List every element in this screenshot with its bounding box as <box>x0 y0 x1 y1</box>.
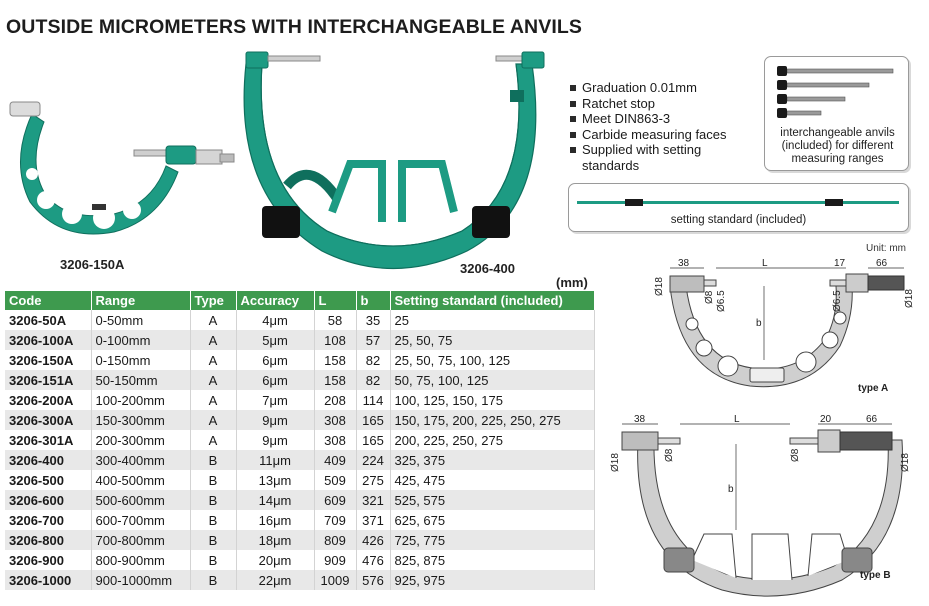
cell-accuracy: 6μm <box>236 350 314 370</box>
cell-l: 409 <box>314 450 356 470</box>
cell-b: 476 <box>356 550 390 570</box>
cell-code: 3206-700 <box>5 510 91 530</box>
dim-b-d-spindle: Ø8 <box>664 448 675 462</box>
cell-code: 3206-100A <box>5 330 91 350</box>
dim-a-d-right: Ø18 <box>904 289 915 308</box>
cell-type: B <box>190 510 236 530</box>
table-row <box>5 450 594 470</box>
cell-range: 50-150mm <box>91 370 190 390</box>
cell-setting-standard: 825, 875 <box>390 550 594 570</box>
cell-range: 150-300mm <box>91 410 190 430</box>
cell-range: 0-50mm <box>91 310 190 330</box>
cell-code: 3206-800 <box>5 530 91 550</box>
cell-range: 500-600mm <box>91 490 190 510</box>
cell-code: 3206-151A <box>5 370 91 390</box>
table-row <box>5 390 594 410</box>
dim-b-d-right: Ø18 <box>900 453 911 472</box>
anvils-caption: interchangeable anvils (included) for different measuring ranges <box>780 127 895 165</box>
features-list <box>568 80 758 173</box>
cell-type: B <box>190 550 236 570</box>
cell-type: A <box>190 370 236 390</box>
cell-range: 700-800mm <box>91 530 190 550</box>
cell-b: 165 <box>356 410 390 430</box>
cell-accuracy: 4μm <box>236 310 314 330</box>
dim-a-d-spindle2: Ø6.5 <box>716 290 727 312</box>
dim-b-anvil-len: 20 <box>820 414 832 425</box>
cell-setting-standard: 150, 175, 200, 225, 250, 275 <box>390 410 594 430</box>
cell-setting-standard: 100, 125, 150, 175 <box>390 390 594 410</box>
cell-accuracy: 5μm <box>236 330 314 350</box>
cell-type: A <box>190 350 236 370</box>
table-row <box>5 410 594 430</box>
cell-code: 3206-300A <box>5 410 91 430</box>
dim-a-left-len: 38 <box>678 258 690 269</box>
cell-type: B <box>190 470 236 490</box>
cell-accuracy: 9μm <box>236 410 314 430</box>
cell-setting-standard: 50, 75, 100, 125 <box>390 370 594 390</box>
setting-standard-box <box>568 183 909 232</box>
table-row <box>5 430 594 450</box>
dim-a-span: L <box>762 258 768 269</box>
cell-b: 426 <box>356 530 390 550</box>
table-row <box>5 370 594 390</box>
cell-l: 809 <box>314 530 356 550</box>
cell-code: 3206-150A <box>5 350 91 370</box>
dim-a-d-anvil: Ø6.5 <box>832 290 843 312</box>
cell-b: 165 <box>356 430 390 450</box>
table-row <box>5 350 594 370</box>
spec-table <box>5 291 595 590</box>
cell-code: 3206-500 <box>5 470 91 490</box>
dim-a-d-left: Ø18 <box>654 277 665 296</box>
cell-setting-standard: 325, 375 <box>390 450 594 470</box>
cell-setting-standard: 925, 975 <box>390 570 594 590</box>
header-code: Code <box>5 291 91 310</box>
feature-item: Supplied with setting standards <box>568 142 758 173</box>
cell-range: 0-150mm <box>91 350 190 370</box>
cell-code: 3206-600 <box>5 490 91 510</box>
cell-b: 57 <box>356 330 390 350</box>
cell-accuracy: 14μm <box>236 490 314 510</box>
feature-item: Meet DIN863-3 <box>568 111 758 127</box>
cell-l: 308 <box>314 430 356 450</box>
cell-setting-standard: 25 <box>390 310 594 330</box>
cell-l: 709 <box>314 510 356 530</box>
cell-l: 108 <box>314 330 356 350</box>
table-row <box>5 530 594 550</box>
cell-range: 600-700mm <box>91 510 190 530</box>
cell-setting-standard: 425, 475 <box>390 470 594 490</box>
feature-item: Ratchet stop <box>568 96 758 112</box>
cell-code: 3206-200A <box>5 390 91 410</box>
table-row <box>5 550 594 570</box>
cell-b: 224 <box>356 450 390 470</box>
type-a-label: type A <box>858 383 889 394</box>
cell-accuracy: 18μm <box>236 530 314 550</box>
cell-l: 58 <box>314 310 356 330</box>
cell-setting-standard: 25, 50, 75 <box>390 330 594 350</box>
micrometer-400-image <box>232 46 562 276</box>
cell-accuracy: 22μm <box>236 570 314 590</box>
cell-l: 509 <box>314 470 356 490</box>
cell-type: B <box>190 450 236 470</box>
cell-l: 909 <box>314 550 356 570</box>
cell-l: 308 <box>314 410 356 430</box>
cell-range: 900-1000mm <box>91 570 190 590</box>
cell-type: A <box>190 430 236 450</box>
cell-type: B <box>190 530 236 550</box>
micrometer-150a-image <box>2 92 242 252</box>
cell-setting-standard: 725, 775 <box>390 530 594 550</box>
product-label-400: 3206-400 <box>460 261 515 276</box>
table-row <box>5 470 594 490</box>
cell-accuracy: 6μm <box>236 370 314 390</box>
feature-item: Graduation 0.01mm <box>568 80 758 96</box>
cell-b: 576 <box>356 570 390 590</box>
product-label-150a: 3206-150A <box>60 257 125 272</box>
header-range: Range <box>91 291 190 310</box>
cell-code: 3206-900 <box>5 550 91 570</box>
cell-range: 200-300mm <box>91 430 190 450</box>
cell-l: 158 <box>314 350 356 370</box>
table-header-row <box>5 291 594 310</box>
cell-l: 208 <box>314 390 356 410</box>
cell-accuracy: 7μm <box>236 390 314 410</box>
cell-b: 371 <box>356 510 390 530</box>
cell-range: 800-900mm <box>91 550 190 570</box>
table-row <box>5 330 594 350</box>
cell-setting-standard: 525, 575 <box>390 490 594 510</box>
dim-b-span: L <box>734 414 740 425</box>
cell-setting-standard: 200, 225, 250, 275 <box>390 430 594 450</box>
cell-l: 158 <box>314 370 356 390</box>
cell-code: 3206-50A <box>5 310 91 330</box>
header-l: L <box>314 291 356 310</box>
dim-b-right-len: 66 <box>866 414 878 425</box>
feature-item: Carbide measuring faces <box>568 127 758 143</box>
cell-type: B <box>190 490 236 510</box>
cell-range: 300-400mm <box>91 450 190 470</box>
cell-code: 3206-1000 <box>5 570 91 590</box>
cell-type: A <box>190 330 236 350</box>
cell-b: 35 <box>356 310 390 330</box>
cell-range: 0-100mm <box>91 330 190 350</box>
cell-type: A <box>190 390 236 410</box>
type-b-label: type B <box>860 570 891 581</box>
cell-accuracy: 13μm <box>236 470 314 490</box>
table-row <box>5 510 594 530</box>
cell-b: 82 <box>356 350 390 370</box>
dim-b-d-anvil: Ø8 <box>790 448 801 462</box>
cell-accuracy: 11μm <box>236 450 314 470</box>
cell-type: B <box>190 570 236 590</box>
setting-standard-caption: setting standard (included) <box>670 214 807 226</box>
dim-a-height: b <box>756 318 762 329</box>
table-row <box>5 490 594 510</box>
dim-b-d-left: Ø18 <box>610 453 621 472</box>
cell-type: A <box>190 410 236 430</box>
page-title: OUTSIDE MICROMETERS WITH INTERCHANGEABLE ANVILS <box>6 16 582 38</box>
table-row <box>5 310 594 330</box>
table-body <box>5 310 594 590</box>
table-unit: (mm) <box>556 275 588 290</box>
cell-l: 1009 <box>314 570 356 590</box>
dim-a-anvil-len: 17 <box>834 258 846 269</box>
dim-a-right-len: 66 <box>876 258 888 269</box>
cell-accuracy: 16μm <box>236 510 314 530</box>
cell-b: 321 <box>356 490 390 510</box>
cell-setting-standard: 25, 50, 75, 100, 125 <box>390 350 594 370</box>
cell-accuracy: 20μm <box>236 550 314 570</box>
setting-standard-icon <box>575 198 903 208</box>
cell-b: 275 <box>356 470 390 490</box>
dim-b-height: b <box>728 484 734 495</box>
cell-code: 3206-301A <box>5 430 91 450</box>
anvils-icon <box>775 65 900 123</box>
cell-type: A <box>190 310 236 330</box>
cell-range: 100-200mm <box>91 390 190 410</box>
cell-l: 609 <box>314 490 356 510</box>
header-b: b <box>356 291 390 310</box>
cell-b: 82 <box>356 370 390 390</box>
cell-code: 3206-400 <box>5 450 91 470</box>
cell-b: 114 <box>356 390 390 410</box>
cell-setting-standard: 625, 675 <box>390 510 594 530</box>
header-accuracy: Accuracy <box>236 291 314 310</box>
unit-note: Unit: mm <box>866 243 906 254</box>
header-type: Type <box>190 291 236 310</box>
cell-range: 400-500mm <box>91 470 190 490</box>
cell-accuracy: 9μm <box>236 430 314 450</box>
dim-a-d-spindle: Ø8 <box>704 290 715 304</box>
table-row <box>5 570 594 590</box>
dim-b-left-len: 38 <box>634 414 646 425</box>
anvils-box <box>764 56 909 171</box>
header-setting-standard: Setting standard (included) <box>390 291 594 310</box>
